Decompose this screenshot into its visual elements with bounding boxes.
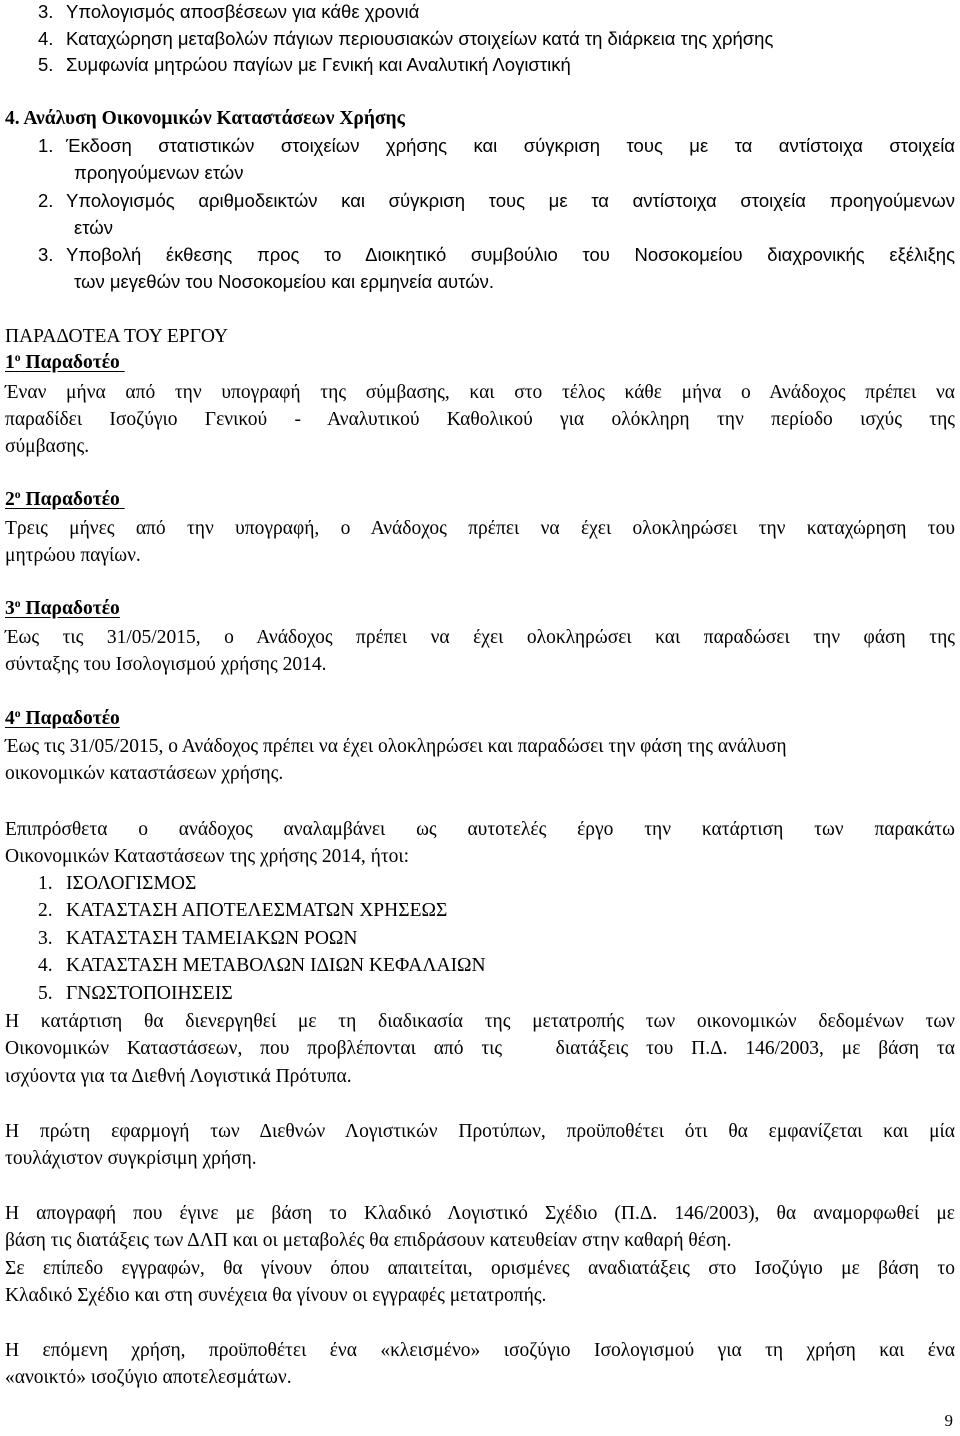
section-heading: 4. Ανάλυση Οικονομικών Καταστάσεων Χρήσης — [5, 108, 405, 129]
deliverable-title: $2^o$ Παραδοτέο — [5, 488, 120, 510]
deliverable-title: $4^o$ Παραδοτέο — [5, 707, 120, 729]
list-item — [38, 901, 447, 921]
paragraph-line: παραδίδει Ισοζύγιο Γενικού - Αναλυτικού Καθολικού για ολόκληρη την περίοδο ισχύς της — [5, 409, 955, 430]
paragraph-line: Η πρώτη εφαρμογή των Διεθνών Λογιστικών Προτύπων, προϋποθέτει ότι θα εμφανίζεται και μία — [5, 1121, 955, 1142]
list-number: 1. — [38, 135, 54, 156]
list-item — [38, 874, 196, 894]
list-item — [38, 192, 955, 211]
list-text: Υποβολή έκθεσης προς το Διοικητικό συμβούλιο του Νοσοκομείου διαχρονικής εξέλιξης — [66, 244, 955, 265]
deliverable-title: $3^o$ Παραδοτέο — [5, 597, 120, 619]
list-item — [38, 956, 486, 976]
list-text-continued: προηγούμενων ετών — [74, 162, 244, 183]
list-number: 5. — [38, 983, 53, 1004]
list-item — [38, 137, 955, 156]
paragraph-line: οικονομικών καταστάσεων χρήσης. — [5, 763, 284, 784]
list-number: 4. — [38, 28, 54, 49]
list-text: Καταχώρηση μεταβολών πάγιων περιουσιακών στοιχείων κατά τη διάρκεια της χρήσης — [66, 28, 774, 49]
paragraph-line: τουλάχιστον συγκρίσιμη χρήση. — [5, 1148, 257, 1169]
paragraph-line: βάση τις διατάξεις των ΔΛΠ και οι μεταβολές θα επιδράσουν κατευθείαν στην καθαρή θέση. — [5, 1230, 732, 1251]
list-text: Υπολογισμός αριθμοδεικτών και σύγκριση τους με τα αντίστοιχα στοιχεία προηγούμενων — [66, 190, 955, 211]
paragraph-line: Η κατάρτιση θα διενεργηθεί με τη διαδικασία της μετατροπής των οικονομικών δεδομένων των — [5, 1011, 955, 1032]
paragraph-line: Έως τις 31/05/2015, ο Ανάδοχος πρέπει να έχει ολοκληρώσει και παραδώσει την φάση της — [5, 627, 955, 648]
list-item — [38, 984, 233, 1004]
list-number: 1. — [38, 873, 53, 894]
list-number: 2. — [38, 900, 53, 921]
paragraph-line: μητρώου παγίων. — [5, 545, 141, 566]
list-item — [38, 3, 419, 22]
list-item — [38, 56, 571, 75]
page-number: 9 — [944, 1411, 953, 1430]
list-text-continued: των μεγεθών του Νοσοκομείου και ερμηνεία αυτών. — [74, 271, 495, 292]
list-number: 3. — [38, 928, 53, 949]
list-text: Υπολογισμός αποσβέσεων για κάθε χρονιά — [66, 1, 420, 22]
list-number: 3. — [38, 244, 54, 265]
paragraph-line: Η απογραφή που έγινε με βάση το Κλαδικό Λογιστικό Σχέδιο (Π.Δ. 146/2003), θα αναμορφωθεί με — [5, 1203, 955, 1224]
paragraph-line: Οικονομικών Καταστάσεων της χρήσης 2014, ήτοι: — [5, 846, 410, 867]
list-text-continued: ετών — [74, 217, 113, 238]
paragraph-line: Έως τις 31/05/2015, ο Ανάδοχος πρέπει να έχει ολοκληρώσει και παραδώσει την φάση της ανάλυση — [5, 736, 787, 757]
list-item — [38, 246, 955, 265]
list-text: ΚΑΤΑΣΤΑΣΗ ΜΕΤΑΒΟΛΩΝ ΙΔΙΩΝ ΚΕΦΑΛΑΙΩΝ — [66, 955, 486, 976]
paragraph-line: «ανοικτό» ισοζύγιο αποτελεσμάτων. — [5, 1367, 292, 1388]
paragraph-line: Η επόμενη χρήση, προϋποθέτει ένα «κλεισμένο» ισοζύγιο Ισολογισμού για τη χρήση και ένα — [5, 1340, 955, 1361]
list-text: Συμφωνία μητρώου παγίων με Γενική και Αναλυτική Λογιστική — [66, 54, 571, 75]
list-text: ΚΑΤΑΣΤΑΣΗ ΤΑΜΕΙΑΚΩΝ ΡΟΩΝ — [66, 928, 358, 949]
paragraph-line: Κλαδικό Σχέδιο και στη συνέχεια θα γίνουν οι εγγραφές μετατροπής. — [5, 1285, 547, 1306]
paragraph-line: Σε επίπεδο εγγραφών, θα γίνουν όπου απαιτείται, ορισμένες αναδιατάξεις στο Ισοζύγιο με βάση το — [5, 1258, 955, 1279]
list-number: 2. — [38, 190, 54, 211]
paragraph-line: Επιπρόσθετα ο ανάδοχος αναλαμβάνει ως αυτοτελές έργο την κατάρτιση των παρακάτω — [5, 819, 955, 840]
paragraph-line: σύνταξης του Ισολογισμού χρήσης 2014. — [5, 654, 327, 675]
list-number: 3. — [38, 1, 54, 22]
list-text: Έκδοση στατιστικών στοιχείων χρήσης και σύγκριση τους με τα αντίστοιχα στοιχεία — [66, 135, 955, 156]
list-text: ΚΑΤΑΣΤΑΣΗ ΑΠΟΤΕΛΕΣΜΑΤΩΝ ΧΡΗΣΕΩΣ — [66, 900, 448, 921]
list-text: ΙΣΟΛΟΓΙΣΜΟΣ — [66, 873, 197, 894]
paragraph-line: Έναν μήνα από την υπογραφή της σύμβασης, και στο τέλος κάθε μήνα ο Ανάδοχος πρέπει να — [5, 382, 955, 403]
list-number: 4. — [38, 955, 53, 976]
paragraph-line: ισχύοντα για τα Διεθνή Λογιστικά Πρότυπα. — [5, 1066, 352, 1087]
paragraph-line: Τρεις μήνες από την υπογραφή, ο Ανάδοχος πρέπει να έχει ολοκληρώσει την καταχώρηση του — [5, 518, 955, 539]
deliverables-heading: ΠΑΡΑΔΟΤΕΑ ΤΟΥ ΕΡΓΟΥ — [5, 326, 229, 347]
deliverable-title: $1^o$ Παραδοτέο — [5, 351, 120, 373]
list-number: 5. — [38, 54, 54, 75]
paragraph-line: σύμβασης. — [5, 436, 90, 457]
list-item — [38, 30, 773, 49]
list-item — [38, 929, 357, 949]
list-text: ΓΝΩΣΤΟΠΟΙΗΣΕΙΣ — [66, 983, 233, 1004]
paragraph-line: Οικονομικών Καταστάσεων, που προβλέπονται από τις διατάξεις του Π.Δ. 146/2003, με βάση τα — [5, 1038, 955, 1059]
